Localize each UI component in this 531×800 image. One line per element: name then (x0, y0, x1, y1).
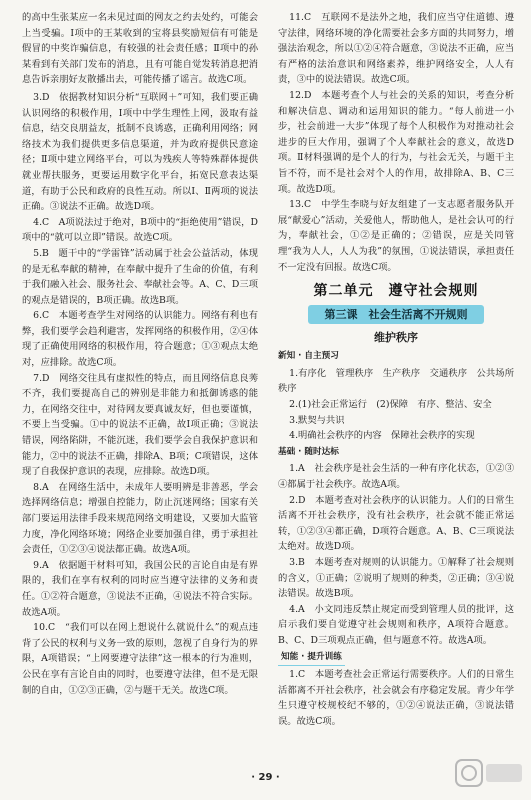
answer-7: 7.D 网络交往具有虚拟性的特点，而且网络信息良莠不齐，我们要提高自己的辨别是非能力和抵御诱惑的能力，在网络交往中，对待网友要真诚友好，但也要谨慎，不要上当受骗。①中的说法不正确，故Ⅰ项正确；③说法错误，网络陷阱，不能沉迷，我们要学会自我保护意识和能力，②中的说法不正确，排除A、B项；C项错误，这体现了自我保护意识的表现，应排除。故选D项。 (22, 372, 258, 478)
watermark-logo (455, 756, 525, 790)
answer-12: 12.D 本题考查个人与社会的关系的知识，考查分析和解决信息、调动和运用知识的能力。“每人前进一小步，社会前进一大步”体现了每个人积极作为对推动社会进步的巨大作用，强调了个人奉献社会的意义，故选D项。Ⅱ材料强调的是个人的行为，与社会无关，与题干主旨不符，而不是社会对个人的作用，故排除A、B、C三项。故选D项。 (278, 89, 514, 195)
basic-answer-1: 1.A 社会秩序是社会生活的一种有序化状态，①②③④都属于社会秩序。故选A项。 (278, 463, 514, 491)
left-column (22, 10, 258, 698)
answer-11: 11.C 互联网不是法外之地，我们应当守住道德、遵守法律，网络环境的净化需要社会多方面的共同努力，增强法治观念，所以①②④符合题意，③说法不正确，应当有严格的法治意识和网络素养，维护网络安全，人人有责，③中的说法错误。故选C项。 (278, 12, 514, 86)
lesson-title: 第三课 社会生活离不开规则 (308, 305, 484, 324)
subsection-basics: 基础 · 随时达标 (278, 446, 339, 457)
advanced-answer-1: 1.C 本题考查社会正常运行需要秩序。人们的日常生活都离不开社会秩序，社会就会有序稳定发展。青少年学生只遵守校规校纪不够的，①②④说法正确，③说法错误。故选C项。 (278, 669, 514, 727)
fill-answer-2: 2.(1)社会正常运行 (2)保障 有序、整洁、安全 (289, 399, 492, 411)
fill-answer-3: 3.默契与共识 (289, 414, 345, 426)
answer-13: 13.C 中学生李晓与好友组建了一支志愿者服务队开展“献爱心”活动，关爱他人，帮助他人，是社会认可的行为，奉献社会，①②是正确的；②错误，应是关同管理“我为人人，人人为我”的氛围，①说法错误，承担责任不一定没有回报。故选C项。 (278, 199, 514, 273)
answer-5: 5.B 题干中的“学雷锋”活动属于社会公益活动，体现的是无私奉献的精神，在奉献中提升了生命的价值，有利于我们融入社会、服务社会、奉献社会等。A、C、D三项的观点是错误的，B项正确。故选B项。 (22, 247, 258, 306)
subsection-advanced: 知能 · 提升训练 (278, 650, 345, 667)
answer-6: 6.C 本题考查学生对网络的认识能力。网络有利也有弊，我们要学会趋利避害，发挥网络的积极作用，②④体现了正确使用网络的积极作用，符合题意；①③观点太绝对，应排除。故选C项。 (22, 310, 258, 369)
right-column (278, 10, 514, 730)
page-number: · 29 · (251, 772, 280, 783)
answer-4: 4.C A项说法过于绝对，B项中的“拒绝使用”错误，D项中的“就可以立即”错误。故选C项。 (22, 216, 258, 244)
subsection-preview: 新知 · 自主预习 (278, 351, 339, 362)
unit-title: 第二单元 遵守社会规则 (313, 283, 479, 300)
fill-answer-4: 4.明确社会秩序的内容 保障社会秩序的实现 (289, 430, 475, 442)
basic-answer-2: 2.D 本题考查对社会秩序的认识能力。人们的日常生活离不开社会秩序，没有社会秩序，社会就不能正常运转，①②③④都正确，D项符合题意。A、B、C三项说法太绝对。故选D项。 (278, 494, 514, 553)
answer-8: 8.A 在网络生活中，未成年人要明辨是非善恶，学会选择网络信息；增强自控能力，防止沉迷网络；国家有关部门要运用法律手段来规范网络文明建设，又要加大监管力度，净化网络环境；网络企业要加强自律，勇于承担社会责任，①②③④说法都正确。故选A项。 (22, 481, 258, 556)
answer-10: 10.C “我们可以在网上想说什么就说什么”的观点违背了公民的权利与义务一致的原则，忽视了自身行为的界限，A项错误；“上网要遵守法律”这一根本的行为准则，公民在享有言论自由的同时，也要遵守法律，但不是无限制的自由，①②③正确，②与题干无关。故选C项。 (22, 622, 258, 696)
answer-9: 9.A 依据题干材料可知，我国公民的言论自由是有界限的，我们在享有权利的同时应当遵守法律的义务和责任。①②符合题意，③说法不正确，④说法不符合实际。故选A项。 (22, 559, 258, 618)
basic-answer-4: 4.A 小文同违反禁止规定而受到管理人员的批评，这启示我们要自觉遵守社会规则和秩序，A项符合题意。B、C、D三项观点正确，但与题意不符。故选A项。 (278, 603, 514, 646)
fill-answer-1: 1.有序化 管理秩序 生产秩序 交通秩序 公共场所秩序 (278, 367, 514, 395)
section-title: 维护秩序 (374, 330, 418, 344)
answer-3: 3.D 依据教材知识分析“互联网＋”可知，我们要正确认识网络的积极作用，Ⅰ项中中学生理性上网，汲取有益信息，结交良朋益友，抵制不良诱惑，正确利用网络；网络技术为我们提供更多信息渠道，并为政府提供民意途径；Ⅱ项中建立网络平台，可以为残疾人等特殊群体提供就业帮扶服务，更要运用数字化平台，拓宽民意表达渠道，有助于公民和政府的良性互动。所以Ⅰ、Ⅱ两项的说法正确。③说法不正确。故选D项。 (22, 91, 258, 213)
basic-answer-3: 3.B 本题考查对规则的认识能力。①解释了社会规则的含义，①正确；②说明了规则的种类，②正确；③④说法错误。故选B项。 (278, 557, 514, 600)
answer-paragraph: 的高中生张某应一名未见过面的网友之约去处约，可能会上当受骗。Ⅰ项中的王某收到的宝将县奖励短信有可能是假冒的中奖诈骗信息，有较强的社会责任感；Ⅱ项中的孙某看到有关部门发布的消息，且有可能自觉发转消息把消息告诉亲朋好友散播出去，可能传播了谣言。故选C项。 (22, 12, 258, 86)
